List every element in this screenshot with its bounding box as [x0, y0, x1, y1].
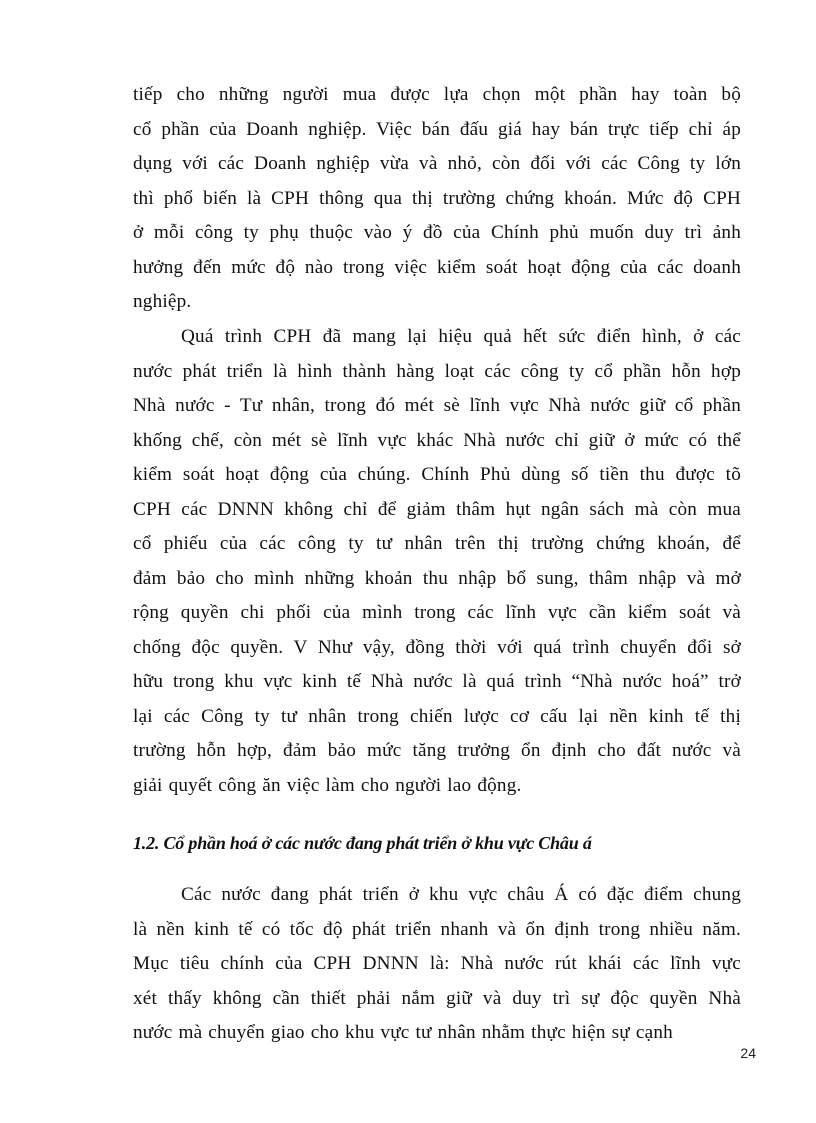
paragraph-3 — [133, 878, 741, 1051]
paragraph-text — [133, 78, 741, 320]
text-line: lại các Công ty tư nhân trong chiến lược cơ cấu lại nền kinh tế thị — [133, 705, 741, 727]
text-line: xét thấy không cần thiết phải nắm giữ và duy trì sự độc quyền Nhà — [133, 987, 741, 1009]
text-line: CPH các DNNN không chỉ để giảm thâm hụt ngân sách mà còn mua — [133, 498, 741, 520]
text-line: nghiệp. — [133, 291, 192, 312]
text-line: kiểm soát hoạt động của chúng. Chính Phủ dùng số tiền thu được tõ — [133, 464, 741, 485]
text-line: Các nước đang phát triển ở khu vực châu Á có đặc điểm chung — [181, 884, 741, 905]
text-line: nước phát triển là hình thành hàng loạt các công ty cổ phần hỗn hợp — [133, 360, 741, 382]
paragraph-text — [133, 320, 741, 803]
text-line: nước mà chuyển giao cho khu vực tư nhân nhằm thực hiện sự cạnh — [133, 1022, 673, 1043]
text-line: tiếp cho những người mua được lựa chọn một phần hay toàn bộ — [133, 84, 741, 105]
text-line: giải quyết công ăn việc làm cho người lao động. — [133, 774, 522, 796]
section-heading: 1.2. Cổ phần hoá ở các nước đang phát triển ở khu vực Châu á — [133, 833, 592, 853]
paragraph-2 — [133, 320, 741, 803]
text-line: chống độc quyền. V Như vậy, đồng thời với quá trình chuyển đổi sở — [133, 636, 741, 658]
text-line: đảm bảo cho mình những khoản thu nhập bổ sung, thâm nhập và mở — [133, 567, 741, 589]
text-line: Nhà nước - Tư nhân, trong đó mét sè lĩnh vực Nhà nước giữ cổ phần — [133, 395, 741, 416]
text-line: cổ phần của Doanh nghiệp. Việc bán đấu giá hay bán trực tiếp chỉ áp — [133, 118, 741, 140]
text-line: ở mỗi công ty phụ thuộc vào ý đồ của Chính phủ muốn duy trì ảnh — [133, 222, 741, 243]
text-line: dụng với các Doanh nghiệp vừa và nhỏ, còn đối với các Công ty lớn — [133, 153, 741, 174]
text-line: cổ phiếu của các công ty tư nhân trên thị trường chứng khoán, để — [133, 533, 741, 554]
text-line: hữu trong khu vực kinh tế Nhà nước là quá trình “Nhà nước hoá” trở — [133, 671, 741, 692]
paragraph-text — [133, 878, 741, 1051]
text-line: trường hỗn hợp, đảm bảo mức tăng trưởng ổn định cho đất nước và — [133, 740, 741, 761]
text-line: rộng quyền chi phối của mình trong các lĩnh vực cần kiểm soát và — [133, 602, 741, 623]
paragraph-1 — [133, 78, 741, 320]
text-line: khống chế, còn mét sè lĩnh vực khác Nhà nước chỉ giữ ở mức có thể — [133, 429, 741, 451]
text-line: hưởng đến mức độ nào trong việc kiểm soát hoạt động của các doanh — [133, 256, 741, 278]
text-line: thì phổ biến là CPH thông qua thị trường chứng khoán. Mức độ CPH — [133, 187, 741, 209]
page-number: 24 — [740, 1045, 756, 1061]
text-line: Mục tiêu chính của CPH DNNN là: Nhà nước rút khái các lĩnh vực — [133, 953, 741, 974]
text-line: Quá trình CPH đã mang lại hiệu quả hết sức điển hình, ở các — [181, 326, 741, 347]
text-line: là nền kinh tế có tốc độ phát triển nhanh và ổn định trong nhiều năm. — [133, 918, 741, 940]
